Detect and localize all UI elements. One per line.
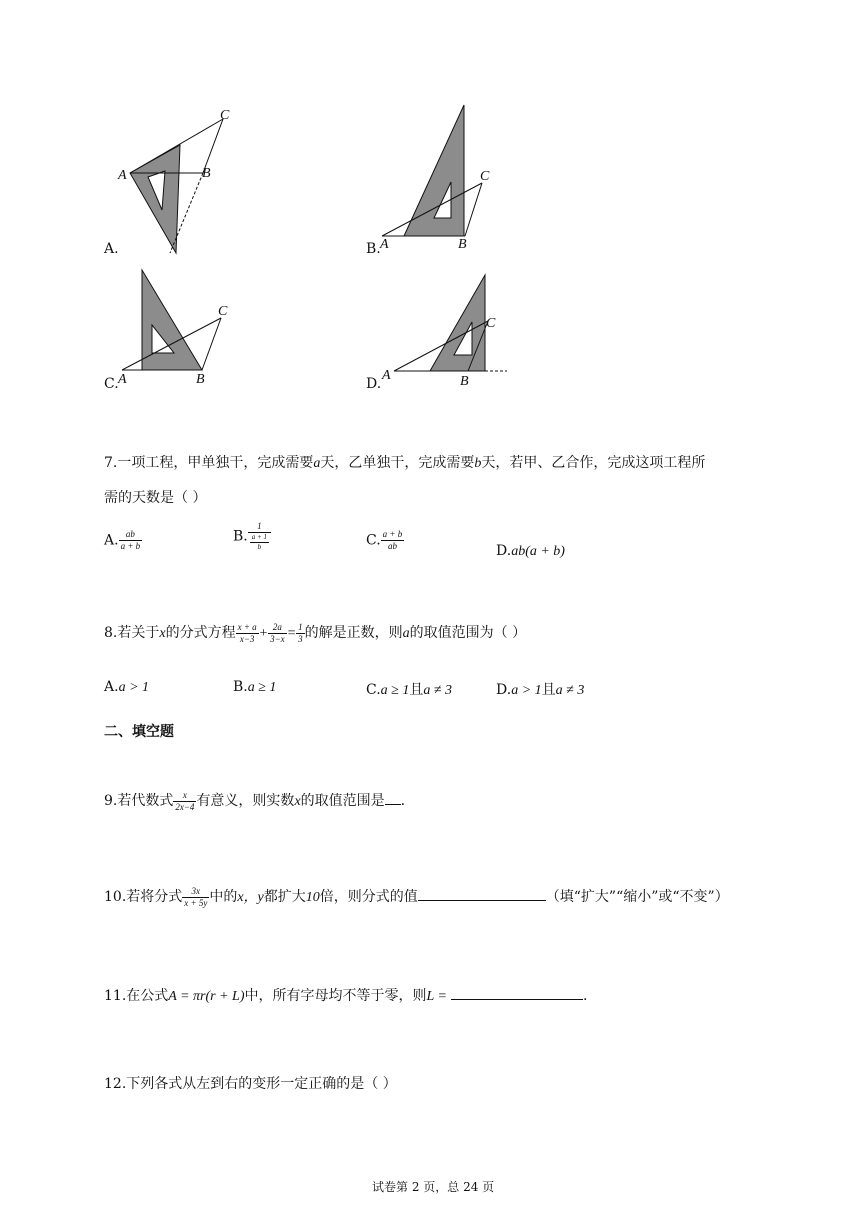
q11-answer-blank[interactable] xyxy=(451,985,583,1000)
figure-a xyxy=(110,105,240,265)
q11-stem: 11.在公式A = πr(r + L)中，所有字母均不等于零，则L = . xyxy=(104,985,587,1005)
q9-answer-blank[interactable] xyxy=(385,790,401,805)
q8-option-a: A.a > 1 xyxy=(104,679,150,695)
label-a: A xyxy=(382,368,391,383)
triangle-ruler-shape xyxy=(130,145,180,253)
label-c: C xyxy=(486,316,496,331)
q10-answer-blank[interactable] xyxy=(418,886,546,901)
q7-option-a: A. $\frac{ab}{a + b}$ xyxy=(104,529,141,551)
label-a: A xyxy=(118,168,127,183)
label-b: B xyxy=(202,166,211,181)
figure-d-option: D. xyxy=(366,376,382,392)
figure-d xyxy=(372,265,517,390)
q7-option-b: B. $\frac{1}{\frac{a + 1}{b}}$ xyxy=(233,522,271,551)
q7-stem-line1: 7.一项工程，甲单独干，完成需要a天，乙单独干，完成需要b天，若甲、乙合作，完成这项工程所 xyxy=(104,455,706,471)
q7-stem-line2: 需的天数是（ ） xyxy=(104,490,207,506)
q8-option-d: D.a > 1且a ≠ 3 xyxy=(496,682,585,698)
q8-stem: 8.若关于x的分式方程 $\frac{x + a}{x-3}$ + $\frac{2a}{3-x}$ = $\frac{1}{3}$ 的解是正数，则a的取值范围为（ ） xyxy=(104,621,527,644)
q7-option-c: C. $\frac{a + b}{ab}$ xyxy=(366,529,403,551)
label-b: B xyxy=(458,237,467,252)
label-a: A xyxy=(118,372,127,387)
triangle-ruler-shape xyxy=(430,275,485,371)
q9-stem: 9.若代数式 $\frac{x}{2x-4}$ 有意义，则实数x的取值范围是 . xyxy=(104,789,406,812)
section-title: 二、填空题 xyxy=(104,724,174,740)
figure-b-option: B. xyxy=(366,241,381,257)
figure-b xyxy=(372,100,512,260)
label-a: A xyxy=(380,237,389,252)
q7-option-d: D.ab(a + b) xyxy=(496,543,565,559)
q8-option-c: C.a ≥ 1且a ≠ 3 xyxy=(366,682,453,698)
label-c: C xyxy=(220,108,230,123)
label-b: B xyxy=(460,374,469,389)
q8-option-b: B.a ≥ 1 xyxy=(233,679,277,695)
label-c: C xyxy=(480,169,490,184)
figure-a-option: A. xyxy=(104,241,119,257)
page-footer: 试卷第 2 页，总 24 页 xyxy=(372,1180,495,1194)
q10-stem: 10.若将分式 $\frac{3x}{x + 5y}$ 中的x，y都扩大10倍，则分式的值 （填“扩大”“缩小”或“不变”） xyxy=(104,885,729,908)
q12-stem: 12.下列各式从左到右的变形一定正确的是（ ） xyxy=(104,1076,397,1092)
triangle-ruler-shape xyxy=(404,105,464,236)
label-c: C xyxy=(218,304,228,319)
figure-c-option: C. xyxy=(104,376,119,392)
figure-c xyxy=(110,265,250,390)
label-b: B xyxy=(196,372,205,387)
